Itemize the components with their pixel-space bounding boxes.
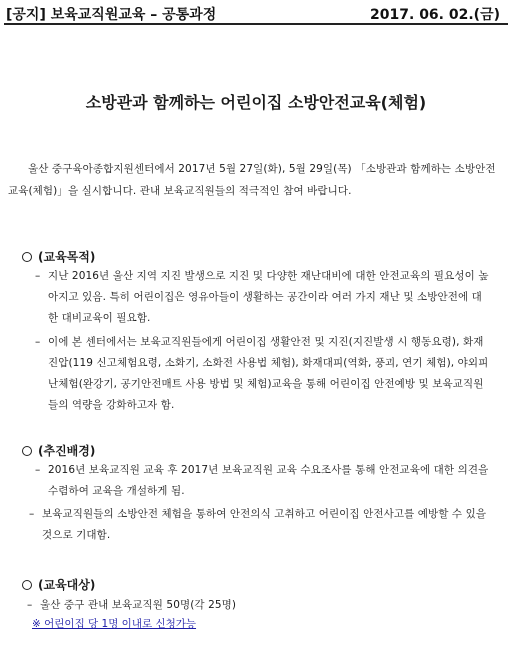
document-title: 소방관과 함께하는 어린이집 소방안전교육(체험)	[85, 93, 427, 112]
intro-paragraph: 울산 중구육아종합지원센터에서 2017년 5월 27일(화), 5월 29일(목) 「소방관과 함께하는 소방안전교육(체험)」을 실시합니다. 관내 보육교직원들의 적극적인 참여 바랍니다.	[8, 163, 496, 197]
dash-bullet: –	[35, 270, 41, 282]
dash-bullet: –	[29, 508, 35, 520]
list-item	[35, 266, 492, 329]
header-divider	[4, 23, 508, 25]
list-item	[35, 332, 492, 416]
list-item-text: 이에 본 센터에서는 보육교직원들에게 어린이집 생활안전 및 지진(지진발생 시 행동요령), 화재진압(119 신고체험요령, 소화기, 소화전 사용법 체험), 화재대피(역화, 풍괴, 연기 체험), 야외피난체험(완강기, 공기안전매트 사용 방법 및 체험)교육을 통해 어린이집 안전예방 및 보육교직원들의 역량을 강화하고자 함.	[48, 336, 489, 411]
list-item	[35, 460, 492, 502]
document-header	[0, 0, 512, 24]
section-heading-label: (교육대상)	[38, 578, 96, 592]
list-item	[27, 595, 490, 616]
list-item-text: 지난 2016년 울산 지역 지진 발생으로 지진 및 다양한 재난대비에 대한 안전교육의 필요성이 높아지고 있음. 특히 어린이집은 영유아들이 생활하는 공간이라 여러 가지 재난 및 소방안전에 대한 대비교육이 필요함.	[48, 270, 489, 324]
section-heading-background	[22, 442, 95, 459]
circle-bullet-icon	[22, 446, 32, 456]
section-heading-target	[22, 576, 95, 593]
dash-bullet: –	[35, 336, 41, 348]
circle-bullet-icon	[22, 252, 32, 262]
dash-bullet: –	[35, 464, 41, 476]
section-heading-purpose	[22, 248, 95, 265]
section-heading-label: (교육목적)	[38, 250, 96, 264]
notice-date: 2017. 06. 02.(금)	[370, 7, 500, 23]
application-note: ※ 어린이집 당 1명 이내로 신청가능	[32, 618, 197, 630]
list-item	[29, 504, 492, 546]
section-heading-label: (추진배경)	[38, 444, 96, 458]
notice-category: [공지] 보육교직원교육 – 공통과정	[6, 7, 217, 23]
circle-bullet-icon	[22, 580, 32, 590]
list-item-text: 보육교직원들의 소방안전 체험을 통하여 안전의식 고취하고 어린이집 안전사고를 예방할 수 있을 것으로 기대함.	[42, 508, 487, 541]
dash-bullet: –	[27, 599, 33, 611]
list-item-text: 울산 중구 관내 보육교직원 50명(각 25명)	[40, 599, 237, 611]
list-item-text: 2016년 보육교직원 교육 후 2017년 보육교직원 교육 수요조사를 통해 안전교육에 대한 의견을 수렴하여 교육을 개설하게 됨.	[48, 464, 489, 497]
